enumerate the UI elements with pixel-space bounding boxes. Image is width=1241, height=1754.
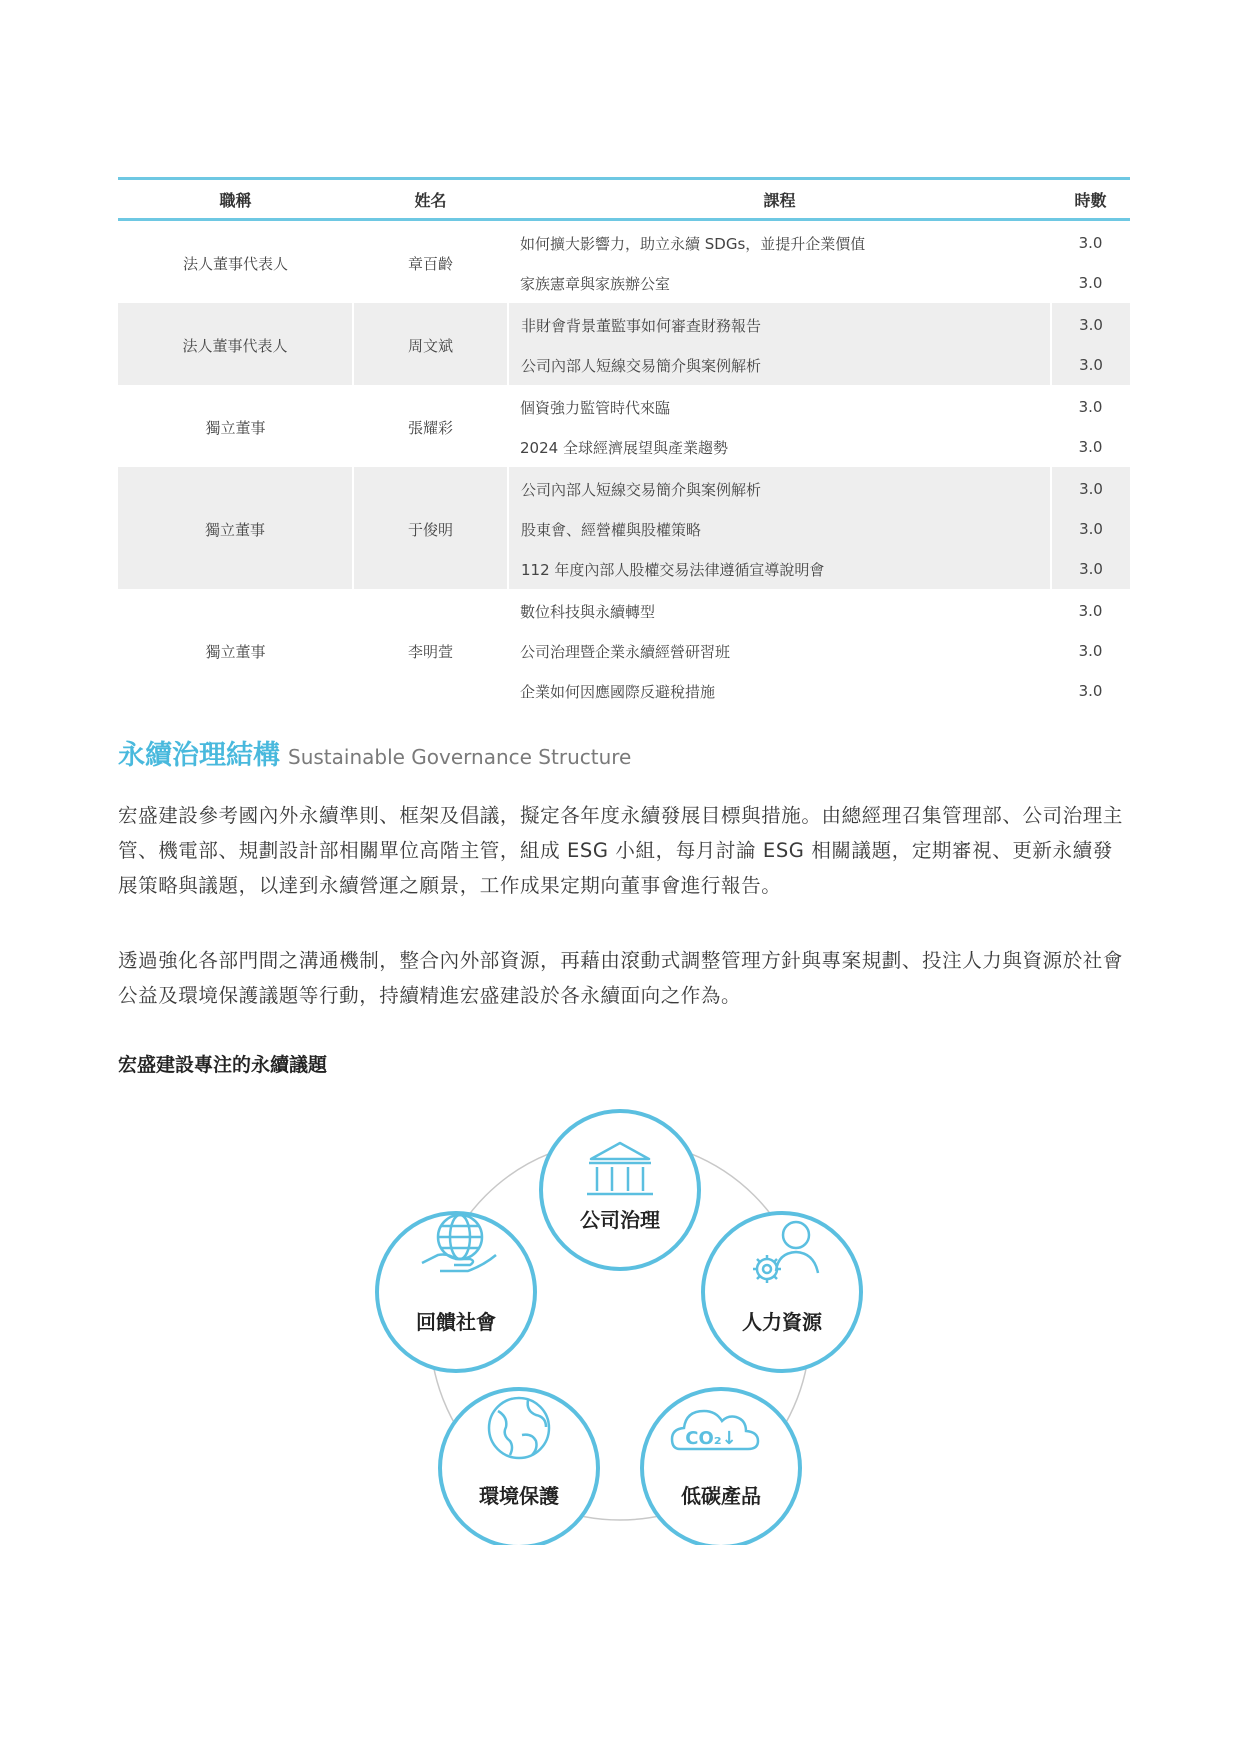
node-giving-back: [377, 1213, 535, 1371]
node-label-human-resources: 人力資源: [742, 1310, 822, 1334]
cell-hours: 3.0: [1078, 602, 1103, 620]
co2-text: CO₂↓: [685, 1428, 737, 1449]
node-label-corporate-governance: 公司治理: [580, 1208, 660, 1232]
subheading: 宏盛建設專注的永續議題: [118, 1054, 328, 1076]
table-row: [118, 385, 1130, 427]
header-name: 姓名: [353, 179, 508, 220]
node-environmental-protection: [440, 1389, 598, 1545]
cell-course: 數位科技與永續轉型: [520, 602, 656, 621]
section-title-zh: 永續治理結構: [118, 740, 280, 771]
cell-hours: 3.0: [1051, 303, 1130, 345]
cell-course: 非財會背景董監事如何審查財務報告: [508, 303, 1051, 345]
cell-course: 企業如何因應國際反避稅措施: [520, 682, 716, 701]
table-row: [118, 589, 1130, 631]
cell-course: 股東會、經營權與股權策略: [508, 509, 1051, 549]
cell-name: 張耀彩: [407, 418, 453, 437]
cell-course: 家族憲章與家族辦公室: [520, 274, 671, 293]
node-label-environmental-protection: 環境保護: [479, 1484, 559, 1508]
cell-role: 獨立董事: [205, 418, 266, 437]
cell-hours: 3.0: [1051, 345, 1130, 385]
cell-name: 周文斌: [353, 303, 508, 385]
training-table: [118, 177, 1130, 711]
table-row: [118, 467, 1130, 509]
cell-hours: 3.0: [1078, 682, 1103, 700]
cell-hours: 3.0: [1078, 398, 1103, 416]
table-row: [118, 303, 1130, 345]
cell-role: 法人董事代表人: [182, 254, 288, 273]
cell-course: 個資強力監管時代來臨: [520, 398, 671, 417]
node-label-low-carbon-products: 低碳產品: [681, 1484, 761, 1508]
table-row: [118, 220, 1130, 264]
table-header-row: [118, 179, 1130, 220]
cell-course: 公司內部人短線交易簡介與案例解析: [508, 345, 1051, 385]
cell-hours: 3.0: [1078, 438, 1103, 456]
paragraph-2: 透過強化各部門間之溝通機制，整合內外部資源，再藉由滾動式調整管理方針與專案規劃、投注人力與資源於社會公益及環境保護議題等行動，持續精進宏盛建設於各永續面向之作為。: [118, 949, 1124, 1007]
section-title: [118, 733, 631, 772]
cell-hours: 3.0: [1078, 642, 1103, 660]
cell-course: 公司內部人短線交易簡介與案例解析: [508, 467, 1051, 509]
header-role: 職稱: [118, 179, 353, 220]
cell-hours: 3.0: [1078, 274, 1103, 292]
cell-role: 法人董事代表人: [118, 303, 353, 385]
paragraph-1: 宏盛建設參考國內外永續準則、框架及倡議，擬定各年度永續發展目標與措施。由總經理召集管理部、公司治理主管、機電部、規劃設計部相關單位高階主管，組成 ESG 小組，每月討論 ESG 相關議題，定期審視、更新永續發展策略與議題，以達到永續營運之願景，工作成果定期向董事會進行報告。: [118, 804, 1124, 897]
node-low-carbon-products: [642, 1389, 800, 1545]
cell-course: 如何擴大影響力，助立永續 SDGs，並提升企業價值: [520, 234, 866, 253]
node-label-giving-back: 回饋社會: [416, 1310, 496, 1334]
node-corporate-governance: [541, 1111, 699, 1269]
cell-course: 112 年度內部人股權交易法律遵循宣導說明會: [508, 549, 1051, 589]
cell-hours: 3.0: [1078, 234, 1103, 252]
cell-role: 獨立董事: [118, 467, 353, 589]
header-hours: 時數: [1051, 179, 1130, 220]
cell-hours: 3.0: [1051, 549, 1130, 589]
cell-role: 獨立董事: [205, 642, 266, 661]
cell-name: 李明萱: [407, 642, 453, 661]
cell-hours: 3.0: [1051, 509, 1130, 549]
cell-course: 公司治理暨企業永續經營研習班: [520, 642, 731, 661]
cell-name: 章百齡: [407, 254, 453, 273]
section-title-en: Sustainable Governance Structure: [288, 745, 632, 769]
cell-hours: 3.0: [1051, 467, 1130, 509]
sustainability-issues-diagram: [360, 1105, 880, 1545]
table-body: [118, 220, 1130, 712]
cell-course: 2024 全球經濟展望與產業趨勢: [520, 438, 728, 457]
header-course: 課程: [508, 179, 1051, 220]
node-human-resources: [703, 1213, 861, 1371]
cell-name: 于俊明: [353, 467, 508, 589]
